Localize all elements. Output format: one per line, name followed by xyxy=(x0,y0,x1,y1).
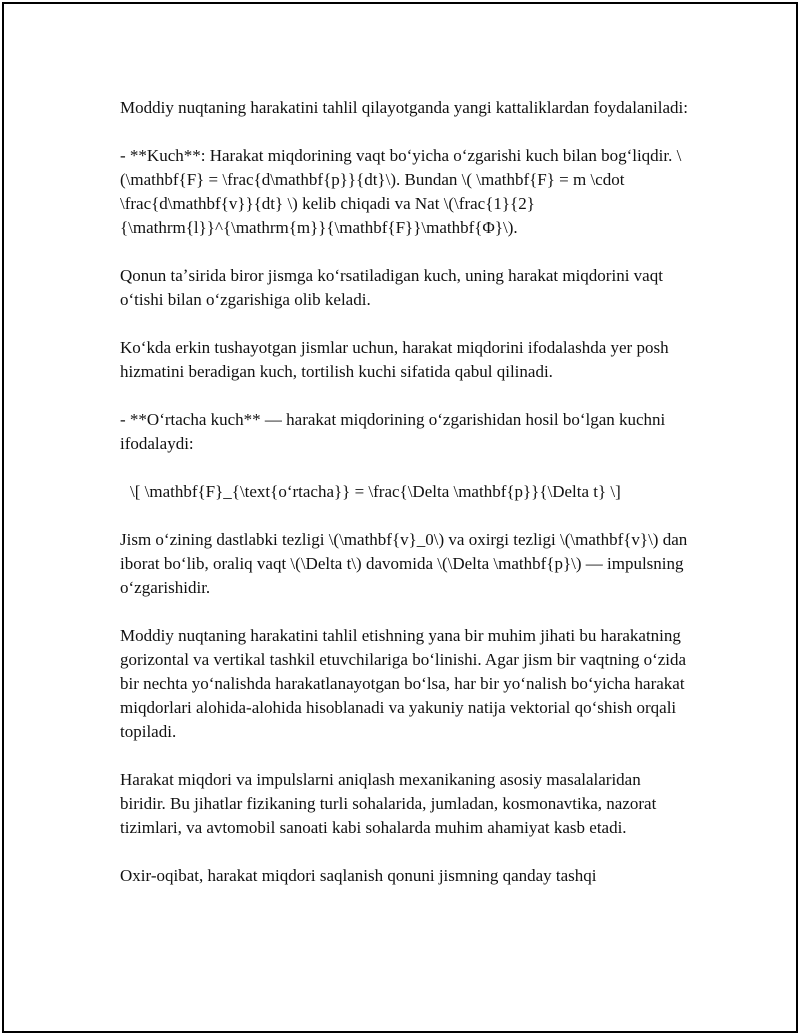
paragraph-force-definition: - **Kuch**: Harakat miqdorining vaqt boʻyicha oʻzgarishi kuch bilan bogʻliqdir. \(\mathbf{F} = \frac{d\mathbf{p}}{dt}\). Bundan \( \mathbf{F} = m \cdot \frac{d\mathbf{v}}{dt} \) kelib chiqadi va Nat \(\frac{1}{2}{\mathrm{l}}^{\mathrm{m}}{\mathbf{F}}\mathbf{Φ}\). xyxy=(120,146,682,237)
paragraph-applications: Harakat miqdori va impulslarni aniqlash mexanikaning asosiy masalalaridan biridir. Bu jihatlar fizikaning turli sohalarida, jumladan, kosmonavtika, nazorat tizimlari, va avtomobil sanoati kabi sohalarda muhim ahamiyat kasb etadi. xyxy=(120,770,661,837)
page-frame xyxy=(2,2,798,1033)
paragraph-law: Qonun taʼsirida biror jismga koʻrsatiladigan kuch, uning harakat miqdorini vaqt oʻtishi bilan oʻzgarishiga olib keladi. xyxy=(120,266,668,309)
paragraph-components: Moddiy nuqtaning harakatini tahlil etishning yana bir muhim jihati bu harakatning gorizontal va vertikal tashkil etuvchilariga boʻlinishi. Agar jism bir vaqtning oʻzida bir nechta yoʻnalishda harakatlanayotgan boʻlsa, har bir yoʻnalish boʻyicha harakat miqdorlari alohida-alohida hisoblanadi va yakuniy natija vektorial qoʻshish orqali topiladi. xyxy=(120,626,691,741)
paragraph-impulse: Jism oʻzining dastlabki tezligi \(\mathbf{v}_0\) va oxirgi tezligi \(\mathbf{v}\) dan iborat boʻlib, oraliq vaqt \(\Delta t\) davomida \(\Delta \mathbf{p}\) — impulsning oʻzgarishidir. xyxy=(120,530,692,597)
paragraph-average-force: - **Oʻrtacha kuch** — harakat miqdorining oʻzgarishidan hosil boʻlgan kuchni ifodalaydi: xyxy=(120,410,670,453)
paragraph-conclusion: Oxir-oqibat, harakat miqdori saqlanish qonuni jismning qanday tashqi xyxy=(120,866,597,885)
document-body xyxy=(120,96,690,912)
paragraph-free-fall: Koʻkda erkin tushayotgan jismlar uchun, harakat miqdorini ifodalashda yer posh hizmatini beradigan kuch, tortilish kuchi sifatida qabul qilinadi. xyxy=(120,338,673,381)
paragraph-intro: Moddiy nuqtaning harakatini tahlil qilayotganda yangi kattaliklardan foydalaniladi: xyxy=(120,98,688,117)
formula-average-force: \[ \mathbf{F}_{\text{oʻrtacha}} = \frac{\Delta \mathbf{p}}{\Delta t} \] xyxy=(130,482,621,501)
